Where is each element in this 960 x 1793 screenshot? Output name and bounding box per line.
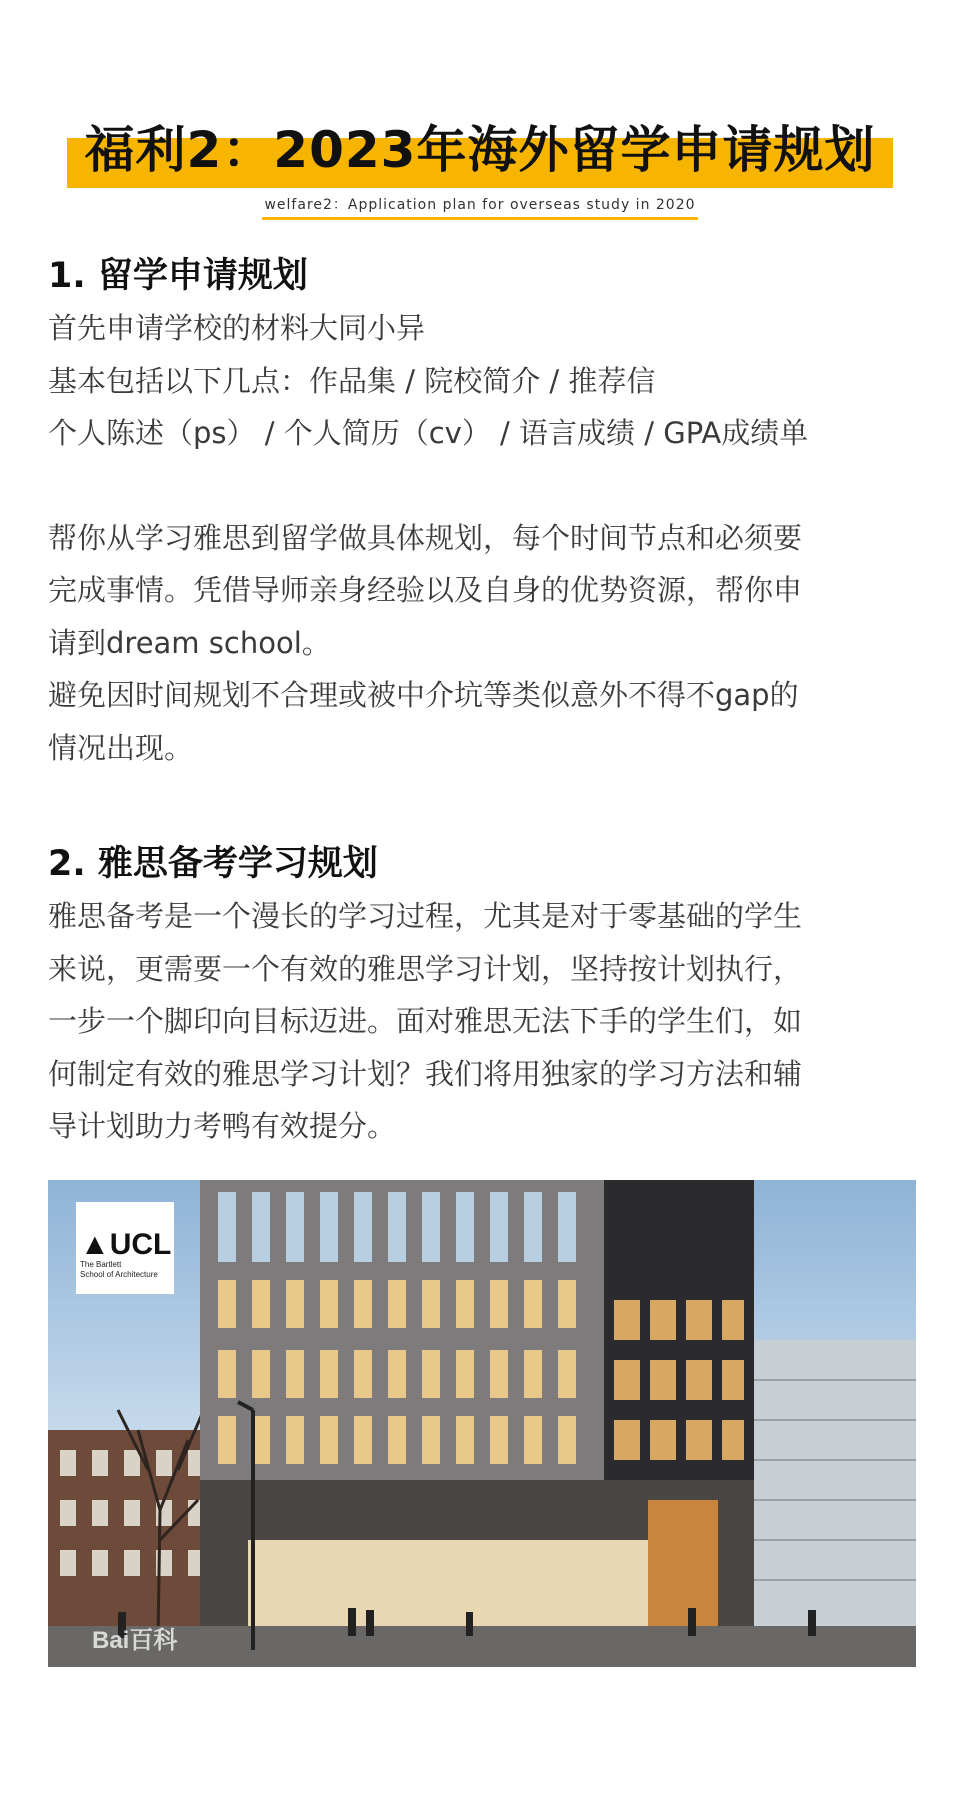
building-illustration bbox=[48, 1180, 916, 1667]
ucl-logo-mark: ▲UCL bbox=[80, 1228, 172, 1261]
paragraph-line: 基本包括以下几点：作品集 / 院校简介 / 推荐信 bbox=[48, 363, 656, 398]
pavement bbox=[48, 1626, 916, 1667]
paragraph-line: 完成事情。凭借导师亲身经验以及自身的优势资源，帮你申 bbox=[48, 573, 803, 607]
paragraph-line: 帮你从学习雅思到留学做具体规划，每个时间节点和必须要 bbox=[48, 520, 803, 555]
paragraph-line: 个人陈述（ps） / 个人简历（cv） / 语言成绩 / GPA成绩单 bbox=[48, 416, 809, 450]
paragraph-line: 一步一个脚印向目标迈进。面对雅思无法下手的学生们，如 bbox=[48, 1004, 803, 1038]
scaffold-building bbox=[754, 1340, 916, 1630]
paragraph-line: 首先申请学校的材料大同小异 bbox=[48, 311, 426, 345]
paragraph-line: 何制定有效的雅思学习计划？我们将用独家的学习方法和辅 bbox=[48, 1056, 803, 1091]
paragraph-line: 雅思备考是一个漫长的学习过程，尤其是对于零基础的学生 bbox=[48, 899, 803, 933]
paragraph-line: 导计划助力考鸭有效提分。 bbox=[48, 1109, 397, 1143]
paragraph-line: 情况出现。 bbox=[48, 730, 194, 765]
paragraph-line: 避免因时间规划不合理或被中介坑等类似意外不得不gap的 bbox=[48, 678, 799, 712]
ucl-logo bbox=[76, 1202, 174, 1294]
ucl-logo-line2: School of Architecture bbox=[80, 1270, 158, 1279]
ielts-paragraph bbox=[48, 890, 918, 1153]
building-photo bbox=[48, 1180, 916, 1667]
paragraph-spacer bbox=[48, 460, 918, 512]
planning-paragraph bbox=[48, 512, 918, 775]
subtitle-block bbox=[0, 194, 960, 220]
paragraph-line: 请到dream school。 bbox=[48, 625, 331, 660]
baidu-watermark: Bai百科 bbox=[92, 1627, 178, 1654]
section-application-plan bbox=[48, 250, 918, 774]
title-block bbox=[67, 110, 894, 190]
article-header bbox=[0, 110, 960, 220]
section-ielts-plan bbox=[48, 838, 918, 1153]
lobby-glass bbox=[248, 1540, 648, 1626]
section-heading: 1. 留学申请规划 bbox=[48, 256, 308, 296]
materials-paragraph bbox=[48, 302, 918, 460]
ucl-logo-line1: The Bartlett bbox=[80, 1260, 122, 1269]
page-title: 福利2：2023年海外留学申请规划 bbox=[84, 121, 876, 179]
page-subtitle: welfare2：Application plan for overseas study in 2020 bbox=[262, 194, 697, 220]
entrance bbox=[648, 1500, 718, 1626]
paragraph-line: 来说，更需要一个有效的雅思学习计划，坚持按计划执行， bbox=[48, 951, 803, 986]
section-heading: 2. 雅思备考学习规划 bbox=[48, 844, 378, 884]
